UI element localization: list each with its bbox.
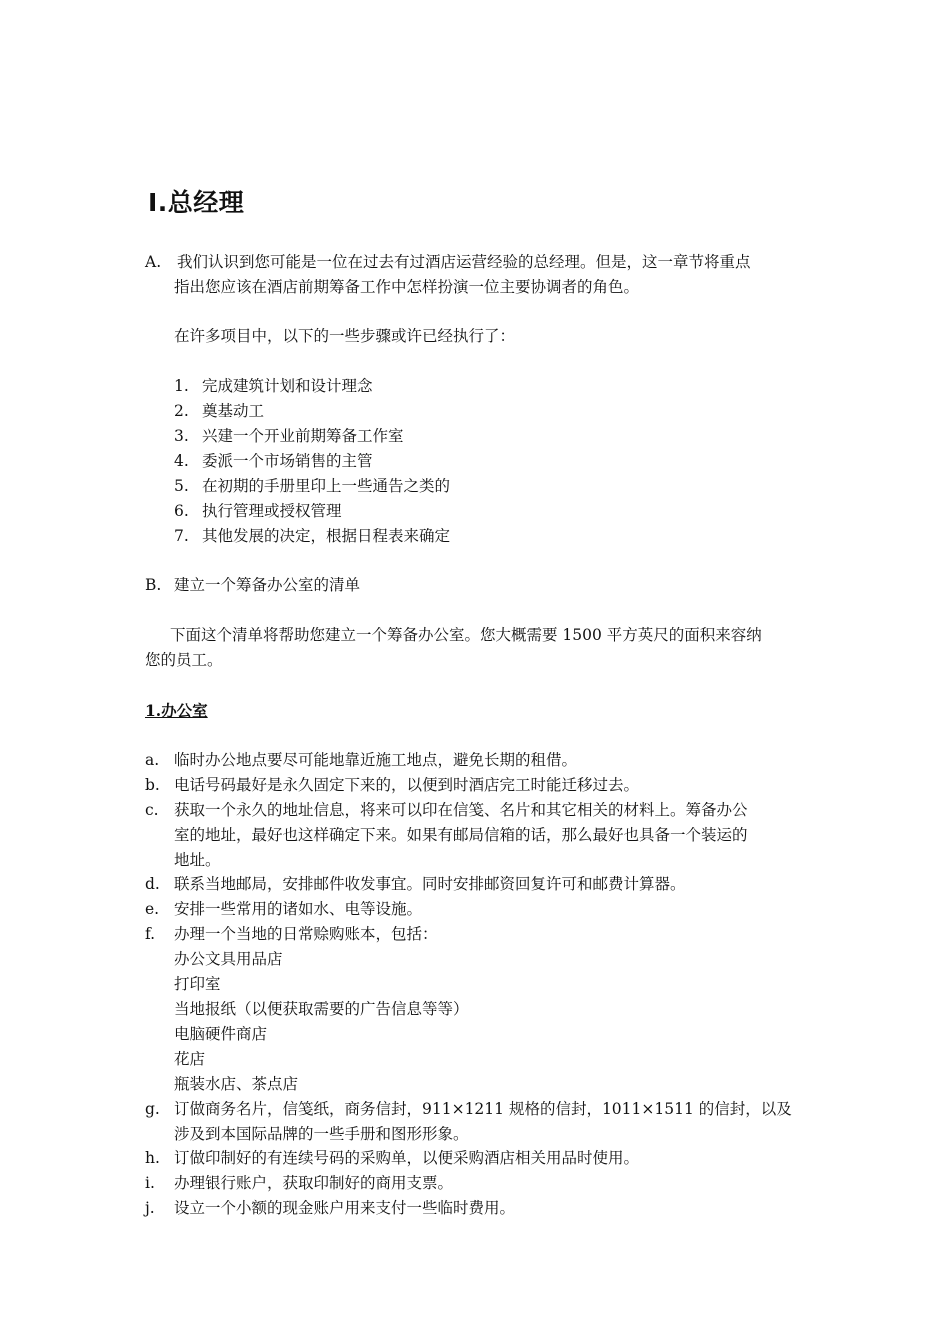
step-text: 兴建一个开业前期筹备工作室 xyxy=(202,427,404,445)
step-number: 3. xyxy=(174,427,189,445)
section-b-para-line-1: 下面这个清单将帮助您建立一个筹备办公室。您大概需要 1500 平方英尺的面积来容纳 xyxy=(170,626,762,644)
item-marker: e. xyxy=(145,900,160,918)
item-line: 设立一个小额的现金账户用来支付一些临时费用。 xyxy=(174,1199,516,1217)
item-marker: c. xyxy=(145,801,159,819)
item-line: 电话号码最好是永久固定下来的，以便到时酒店完工时能迁移过去。 xyxy=(174,776,640,794)
step-number: 1. xyxy=(174,377,189,395)
item-line: 获取一个永久的地址信息，将来可以印在信笺、名片和其它相关的材料上。筹备办公 xyxy=(174,801,748,819)
step-text: 执行管理或授权管理 xyxy=(202,502,342,520)
item-line: 安排一些常用的诸如水、电等设施。 xyxy=(174,900,423,918)
step-number: 4. xyxy=(174,452,189,470)
step-text: 在初期的手册里印上一些通告之类的 xyxy=(202,477,451,495)
item-sub-line: 瓶装水店、茶点店 xyxy=(174,1075,299,1093)
step-number: 7. xyxy=(174,527,189,545)
item-sub-line: 打印室 xyxy=(174,975,221,993)
section-a-line-1: 我们认识到您可能是一位在过去有过酒店运营经验的总经理。但是，这一章节将重点 xyxy=(177,253,751,271)
item-line: 办理银行账户，获取印制好的商用支票。 xyxy=(174,1174,454,1192)
item-marker: h. xyxy=(145,1149,160,1167)
item-line: 办理一个当地的日常赊购账本，包括： xyxy=(174,925,438,943)
item-line: 地址。 xyxy=(174,851,221,869)
step-text: 奠基动工 xyxy=(202,402,265,420)
item-marker: b. xyxy=(145,776,160,794)
step-number: 6. xyxy=(174,502,189,520)
item-line: 临时办公地点要尽可能地靠近施工地点，避免长期的租借。 xyxy=(174,751,578,769)
item-marker: f. xyxy=(145,925,156,943)
item-sub-line: 电脑硬件商店 xyxy=(174,1025,268,1043)
section-a-intro: 在许多项目中，以下的一些步骤或许已经执行了： xyxy=(174,327,516,345)
step-text: 委派一个市场销售的主管 xyxy=(202,452,373,470)
item-marker: i. xyxy=(145,1174,155,1192)
step-number: 5. xyxy=(174,477,189,495)
item-line: 室的地址，最好也这样确定下来。如果有邮局信箱的话，那么最好也具备一个装运的 xyxy=(174,826,748,844)
item-line: 涉及到本国际品牌的一些手册和图形形象。 xyxy=(174,1125,469,1143)
item-marker: j. xyxy=(145,1199,155,1217)
item-line: 联系当地邮局，安排邮件收发事宜。同时安排邮资回复许可和邮费计算器。 xyxy=(174,875,686,893)
section-b-para-line-2: 您的员工。 xyxy=(145,651,223,669)
item-sub-line: 办公文具用品店 xyxy=(174,950,283,968)
section-a-line-2: 指出您应该在酒店前期筹备工作中怎样扮演一位主要协调者的角色。 xyxy=(174,278,640,296)
step-text: 其他发展的决定，根据日程表来确定 xyxy=(202,527,451,545)
step-number: 2. xyxy=(174,402,189,420)
item-line: 订做印制好的有连续号码的采购单，以便采购酒店相关用品时使用。 xyxy=(174,1149,640,1167)
item-marker: a. xyxy=(145,751,160,769)
section-a-marker: A. xyxy=(145,253,162,271)
item-line: 订做商务名片，信笺纸，商务信封，911×1211 规格的信封，1011×1511 的信封，以及 xyxy=(174,1100,792,1118)
item-marker: g. xyxy=(145,1100,160,1118)
step-text: 完成建筑计划和设计理念 xyxy=(202,377,373,395)
section-b-marker: B. xyxy=(145,576,162,594)
page-title: Ⅰ.总经理 xyxy=(148,188,245,217)
section-b-heading: 建立一个筹备办公室的清单 xyxy=(174,576,361,594)
item-marker: d. xyxy=(145,875,160,893)
office-heading: 1.办公室 xyxy=(145,701,208,720)
item-sub-line: 花店 xyxy=(174,1050,206,1068)
item-sub-line: 当地报纸（以便获取需要的广告信息等等） xyxy=(174,1000,469,1018)
